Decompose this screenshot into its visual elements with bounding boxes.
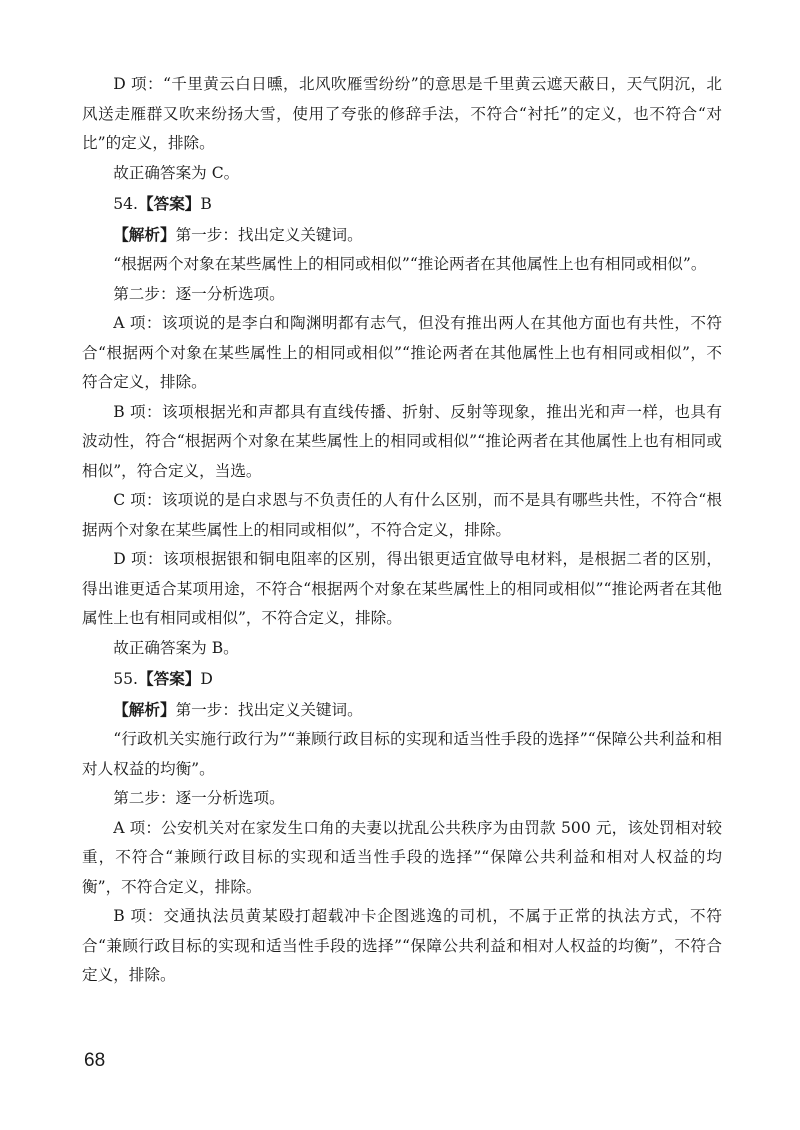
analysis-step2-q55: 第二步：逐一分析选项。 (113, 789, 285, 807)
answer-tag: 【答案】 (138, 669, 201, 688)
option-a-analysis-q55: A 项：公安机关对在家发生口角的夫妻以扰乱公共秩序为由罚款 500 元，该处罚相对较重，不符合“兼顾行政目标的实现和适当性手段的选择”“保障公共利益和相对人权益的均衡”，不符合定义，排除。 (82, 818, 722, 896)
option-a-analysis-q54: A 项：该项说的是李白和陶渊明都有志气，但没有推出两人在其他方面也有共性，不符合“根据两个对象在某些属性上的相同或相似”“推论两者在其他属性上也有相同或相似”，不符合定义，排除。 (82, 314, 722, 391)
analysis-step2-q54: 第二步：逐一分析选项。 (113, 284, 285, 303)
option-b-analysis-q54: B 项：该项根据光和声都具有直线传播、折射、反射等现象，推出光和声一样，也具有波动性，符合“根据两个对象在某些属性上的相同或相似”“推论两者在其他属性上也有相同或相似”，符合定义，当选。 (82, 402, 722, 480)
answer-heading-q54 (82, 189, 722, 220)
question-number: 55. (113, 670, 138, 688)
analysis-step1-q55 (82, 695, 722, 726)
question-number: 54. (113, 195, 138, 213)
option-c-analysis-q54: C 项：该项说的是白求恩与不负责任的人有什么区别，而不是具有哪些共性，不符合“根据两个对象在某些属性上的相同或相似”，不符合定义，排除。 (82, 491, 722, 539)
answer-letter: B (200, 195, 212, 213)
option-d-analysis-q53: D 项：“千里黄云白日曛，北风吹雁雪纷纷”的意思是千里黄云遮天蔽日，天气阴沉，北风送走雁群又吹来纷扬大雪，使用了夸张的修辞手法，不符合“衬托”的定义，也不符合“对比”的定义，排除。 (82, 75, 722, 152)
answer-letter: D (200, 670, 213, 688)
page-body (82, 70, 722, 991)
analysis-tag: 【解析】 (113, 224, 176, 244)
step-text: 第一步：找出定义关键词。 (175, 700, 363, 719)
step-text: 第一步：找出定义关键词。 (175, 225, 363, 244)
keywords-q54: “根据两个对象在某些属性上的相同或相似”“推论两者在其他属性上也有相同或相似”。 (113, 255, 707, 273)
analysis-tag: 【解析】 (113, 699, 176, 719)
answer-heading-q55 (82, 664, 722, 695)
correct-answer-q53: 故正确答案为 C。 (113, 163, 240, 182)
page-number: 68 (84, 1050, 106, 1071)
option-b-analysis-q55: B 项：交通执法员黄某殴打超载冲卡企图逃逸的司机，不属于正常的执法方式，不符合“兼顾行政目标的实现和适当性手段的选择”“保障公共利益和相对人权益的均衡”，不符合定义，排除。 (82, 907, 722, 984)
correct-answer-q54: 故正确答案为 B。 (113, 638, 239, 657)
option-d-analysis-q54: D 项：该项根据银和铜电阻率的区别，得出银更适宜做导电材料，是根据二者的区别，得出谁更适合某项用途，不符合“根据两个对象在某些属性上的相同或相似”“推论两者在其他属性上也有相同或相似”，不符合定义，排除。 (82, 550, 722, 627)
answer-tag: 【答案】 (138, 194, 201, 213)
analysis-step1-q54 (82, 220, 722, 251)
keywords-q55: “行政机关实施行政行为”“兼顾行政目标的实现和适当性手段的选择”“保障公共利益和相对人权益的均衡”。 (82, 730, 722, 778)
